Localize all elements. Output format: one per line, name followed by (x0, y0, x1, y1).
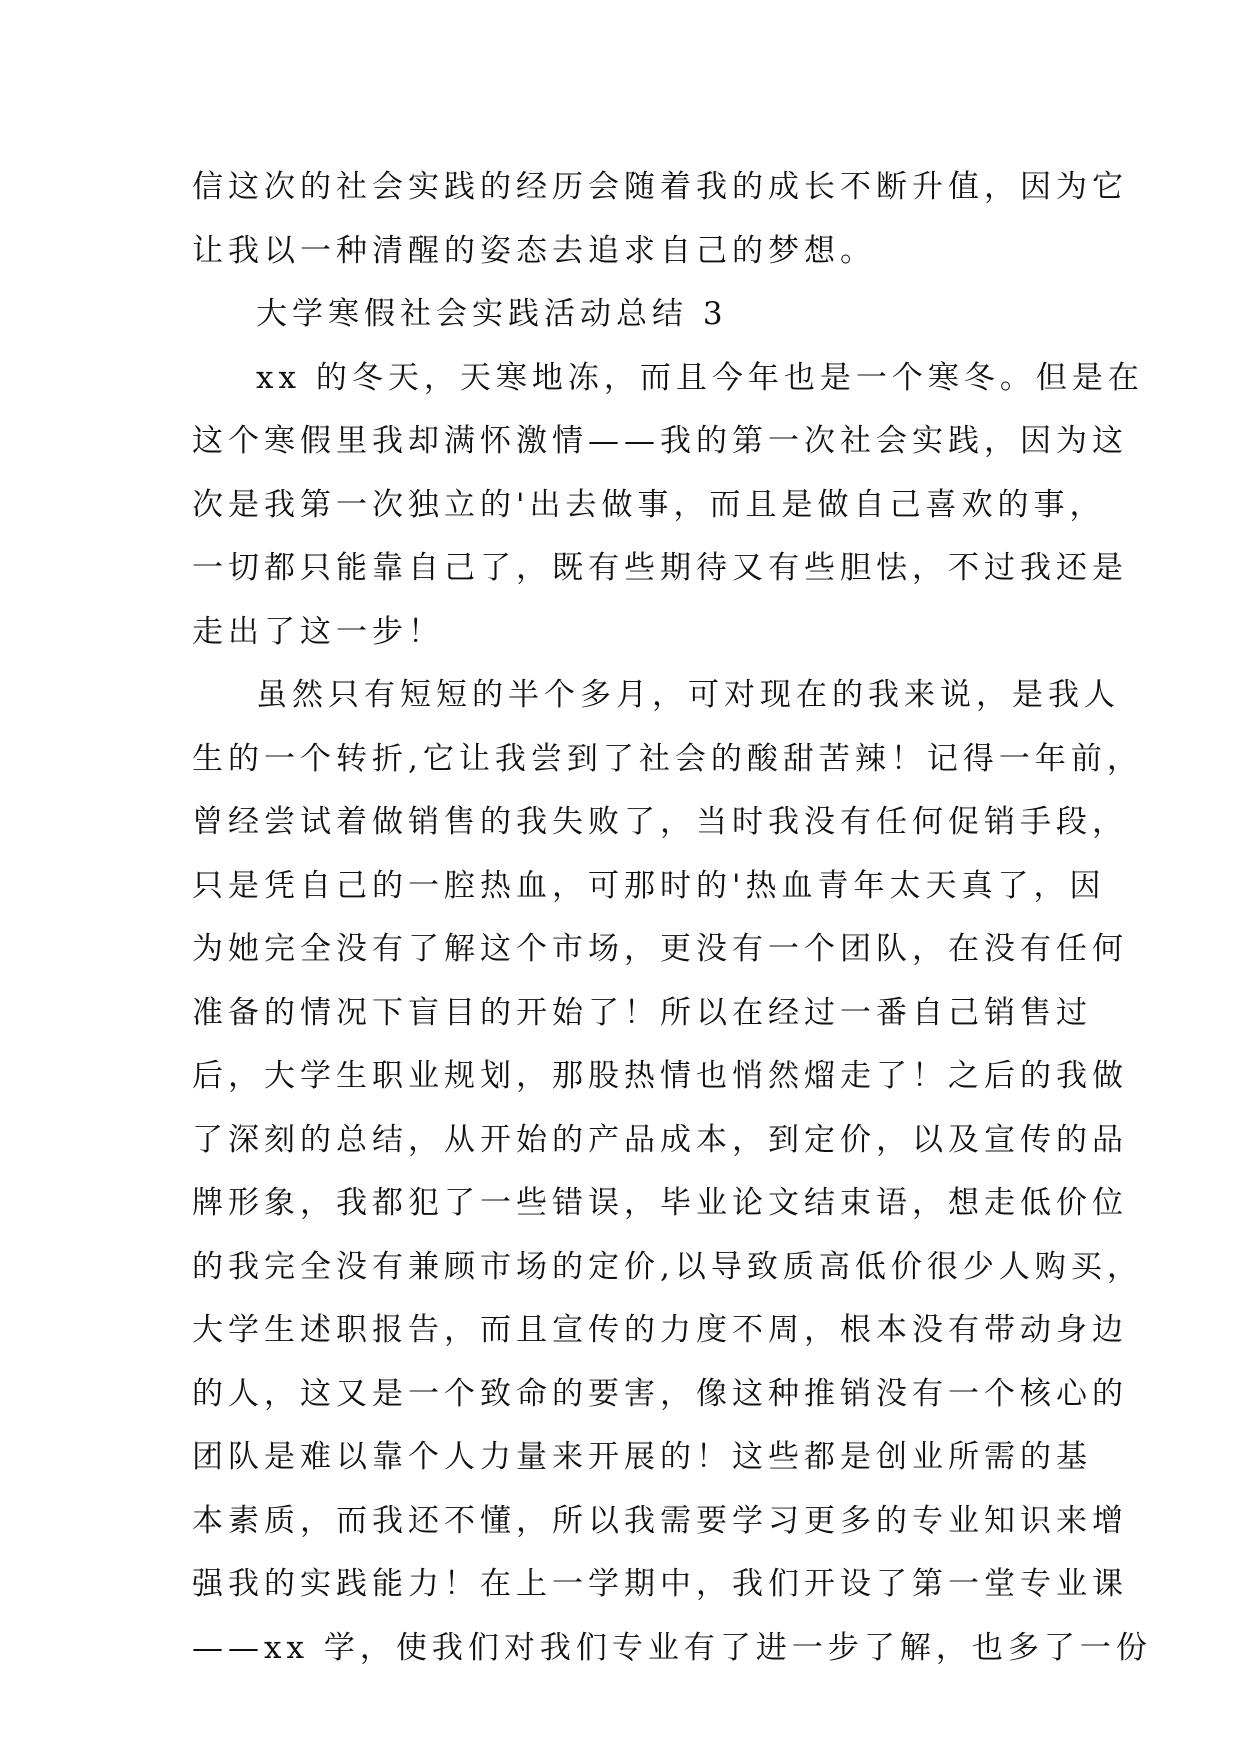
text-line: 大学生述职报告，而且宣传的力度不周，根本没有带动身边 (192, 1312, 1128, 1348)
text-line: 了深刻的总结，从开始的产品成本，到定价，以及宣传的品 (192, 1121, 1128, 1158)
text-line: 曾经尝试着做销售的我失败了，当时我没有任何促销手段， (192, 804, 1128, 840)
text-line: 牌形象，我都犯了一些错误，毕业论文结束语，想走低价位 (192, 1185, 1128, 1221)
text-line: 虽然只有短短的半个多月，可对现在的我来说，是我人 (256, 677, 1120, 713)
text-line: 信这次的社会实践的经历会随着我的成长不断升值，因为它 (192, 169, 1128, 205)
text-line: 走出了这一步！ (192, 613, 444, 650)
text-line: 后，大学生职业规划，那股热情也悄然熘走了！之后的我做 (192, 1058, 1128, 1094)
text-line: xx 的冬天，天寒地冻，而且今年也是一个寒冬。但是在 (256, 359, 1144, 396)
text-line: 的人，这又是一个致命的要害，像这种推销没有一个核心的 (192, 1375, 1128, 1412)
section-heading: 大学寒假社会实践活动总结 3 (256, 296, 728, 332)
text-line: 生的一个转折,它让我尝到了社会的酸甜苦辣！记得一年前， (192, 740, 1143, 777)
text-line: 强我的实践能力！在上一学期中，我们开设了第一堂专业课 (192, 1566, 1128, 1602)
text-line: 次是我第一次独立的'出去做事，而且是做自己喜欢的事， (192, 486, 1106, 523)
document-body (192, 156, 1152, 1680)
text-line: 一切都只能靠自己了，既有些期待又有些胆怯，不过我还是 (192, 550, 1128, 586)
text-line: 为她完全没有了解这个市场，更没有一个团队，在没有任何 (192, 931, 1128, 967)
text-line: 这个寒假里我却满怀激情——我的第一次社会实践，因为这 (192, 423, 1128, 459)
text-line: 只是凭自己的一腔热血，可那时的'热血青年太天真了，因 (192, 867, 1106, 904)
text-line: 本素质，而我还不懂，所以我需要学习更多的专业知识来增 (192, 1502, 1128, 1539)
text-line: ——xx 学，使我们对我们专业有了进一步了解，也多了一份 (192, 1629, 1152, 1666)
text-line: 准备的情况下盲目的开始了！所以在经过一番自己销售过 (192, 994, 1092, 1031)
text-line: 让我以一种清醒的姿态去追求自己的梦想。 (192, 232, 876, 269)
text-line: 团队是难以靠个人力量来开展的！这些都是创业所需的基 (192, 1439, 1092, 1475)
text-line: 的我完全没有兼顾市场的定价,以导致质高低价很少人购买， (192, 1248, 1143, 1285)
